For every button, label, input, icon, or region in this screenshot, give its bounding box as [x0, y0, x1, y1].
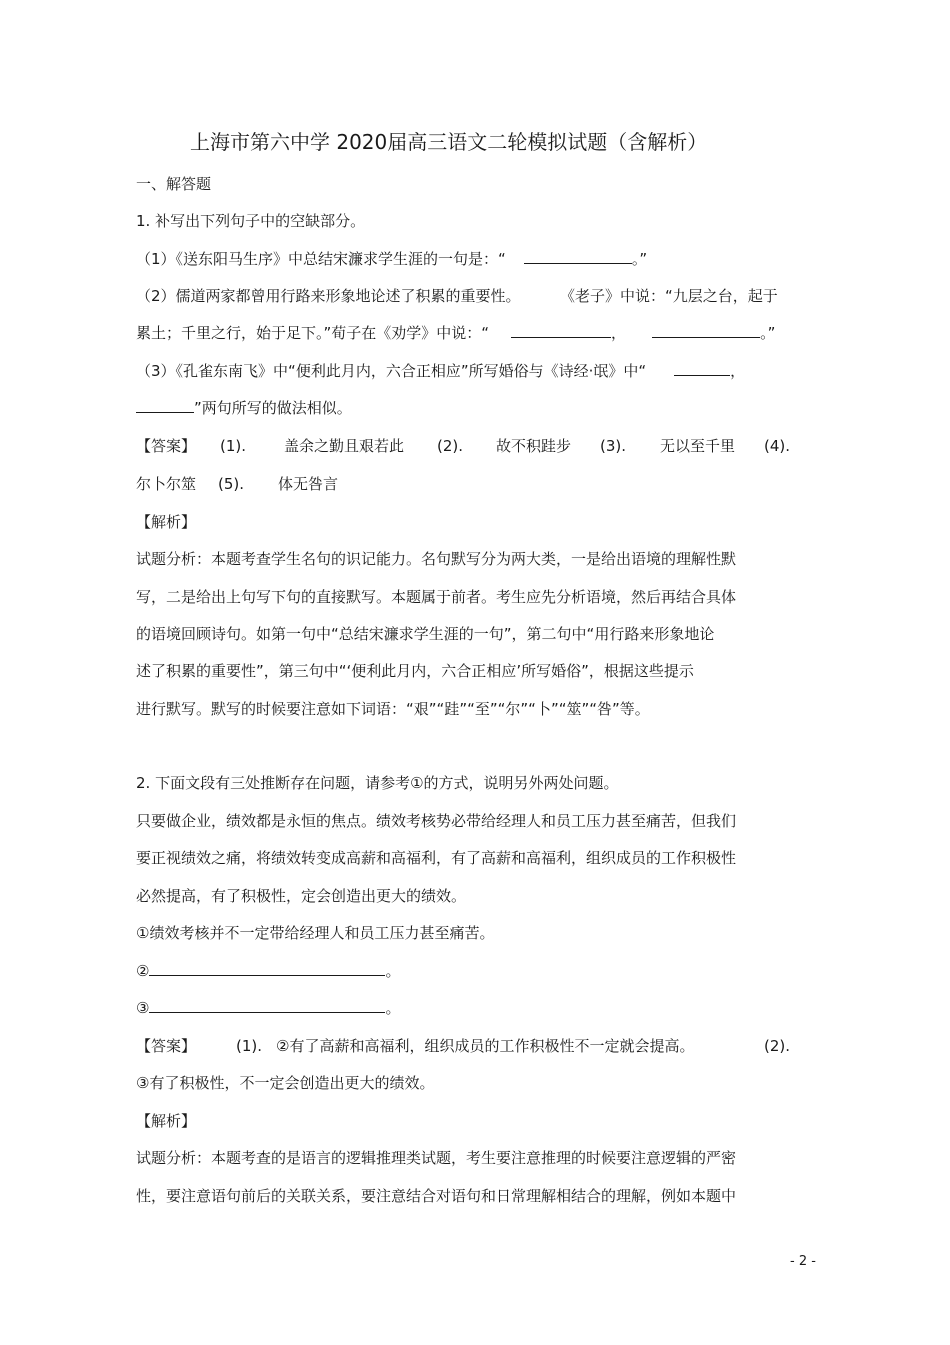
q1-part3-line1	[136, 361, 745, 381]
q1-part3-text: （3）《孔雀东南飞》中“便利此月内，六合正相应”所写婚俗与《诗经·氓》中“	[136, 362, 647, 380]
answer-blank	[652, 323, 760, 338]
q2-passage-line: 必然提高，有了积极性，定会创造出更大的绩效。	[136, 887, 467, 905]
q1-part3-line2	[136, 398, 352, 418]
q1-analysis-line: 进行默写。默写的时候要注意如下词语：“艰”“跬”“至”“尔”“卜”“筮”“咎”等。	[136, 700, 650, 718]
q1-answer-num-5: (5).	[218, 475, 245, 493]
q1-part3-end: ”两句所写的做法相似。	[194, 399, 352, 417]
q1-analysis-line: 的语境回顾诗句。如第一句中“总结宋濂求学生涯的一句”，第二句中“用行路来形象地论	[136, 625, 715, 643]
q1-part2-line1: （2）儒道两家都曾用行路来形象地论述了积累的重要性。	[136, 287, 521, 305]
answer-blank	[136, 398, 194, 413]
q2-answer-text-1: ②有了高薪和高福利，组织成员的工作积极性不一定就会提高。	[276, 1037, 695, 1055]
q2-stem: 2. 下面文段有三处推断存在问题，请参考①的方式，说明另外两处问题。	[136, 774, 619, 792]
q1-answer-text-3: 无以至千里	[660, 437, 736, 455]
q1-stem: 1. 补写出下列句子中的空缺部分。	[136, 212, 366, 230]
q1-part2-text: 累土；千里之行，始于足下。”荀子在《劝学》中说：“	[136, 324, 490, 342]
q1-answer-num-4: (4).	[764, 437, 791, 455]
q2-analysis-label: 【解析】	[136, 1112, 197, 1130]
q1-analysis-line: 述了积累的重要性”，第三句中“‘便利此月内，六合正相应’所写婚俗”，根据这些提示	[136, 662, 694, 680]
q2-passage-line: 只要做企业，绩效都是永恒的焦点。绩效考核势必带给经理人和员工压力甚至痛苦，但我们	[136, 812, 737, 830]
q1-part2-comma: ，	[611, 324, 627, 342]
q1-part1	[136, 249, 647, 269]
q2-passage-line: 要正视绩效之痛，将绩效转变成高薪和高福利，有了高薪和高福利，组织成员的工作积极性	[136, 849, 737, 867]
q1-analysis-line: 写，二是给出上句写下句的直接默写。本题属于前者。考生应先分析语境，然后再结合具体	[136, 588, 737, 606]
q1-part1-end: 。”	[631, 250, 648, 268]
q1-answer-text-1: 盖余之勤且艰若此	[284, 437, 405, 455]
q1-answer-num-1: (1).	[220, 437, 247, 455]
q1-part2-end: 。”	[760, 324, 776, 342]
q2-item-2	[136, 961, 400, 981]
q1-answer-text-4: 尔卜尔筮	[136, 475, 197, 493]
q2-answer-num-1: (1).	[236, 1037, 263, 1055]
q2-item-1: ①绩效考核并不一定带给经理人和员工压力甚至痛苦。	[136, 924, 495, 942]
page-number: - 2 -	[790, 1254, 816, 1269]
q1-part2-line2	[136, 323, 775, 343]
q1-analysis-line: 试题分析：本题考查学生名句的识记能力。名句默写分为两大类，一是给出语境的理解性默	[136, 550, 737, 568]
q2-item-3	[136, 998, 400, 1018]
q1-part1-text: （1）《送东阳马生序》中总结宋濂求学生涯的一句是：“	[136, 250, 506, 268]
q2-answer-label: 【答案】	[136, 1037, 197, 1055]
answer-blank	[149, 961, 385, 976]
q1-answer-text-2: 故不积跬步	[496, 437, 572, 455]
answer-blank	[524, 249, 632, 264]
q2-answer-text-2: ③有了积极性，不一定会创造出更大的绩效。	[136, 1074, 435, 1092]
q1-answer-num-3: (3).	[600, 437, 627, 455]
q1-analysis-label: 【解析】	[136, 513, 197, 531]
q2-item-3-end: 。	[385, 999, 401, 1017]
q1-part3-comma: ，	[730, 362, 746, 380]
q2-item-2-num: ②	[136, 962, 150, 980]
answer-blank	[511, 323, 611, 338]
q2-analysis-line: 性，要注意语句前后的关联关系，要注意结合对语句和日常理解相结合的理解，例如本题中	[136, 1187, 737, 1205]
q2-answer-num-2: (2).	[764, 1037, 791, 1055]
page-title: 上海市第六中学 2020届高三语文二轮模拟试题（含解析）	[190, 130, 708, 154]
q1-answer-text-5: 体无咎言	[278, 475, 339, 493]
q1-answer-num-2: (2).	[437, 437, 464, 455]
answer-blank	[674, 361, 730, 376]
q2-item-3-num: ③	[136, 999, 150, 1017]
q1-answer-label: 【答案】	[136, 437, 197, 455]
q2-item-2-end: 。	[385, 962, 401, 980]
q1-part2-line1-cont: 《老子》中说：“九层之台，起于	[560, 287, 778, 305]
section-heading: 一、解答题	[136, 175, 212, 193]
answer-blank	[149, 998, 385, 1013]
q2-analysis-line: 试题分析：本题考查的是语言的逻辑推理类试题，考生要注意推理的时候要注意逻辑的严密	[136, 1149, 737, 1167]
